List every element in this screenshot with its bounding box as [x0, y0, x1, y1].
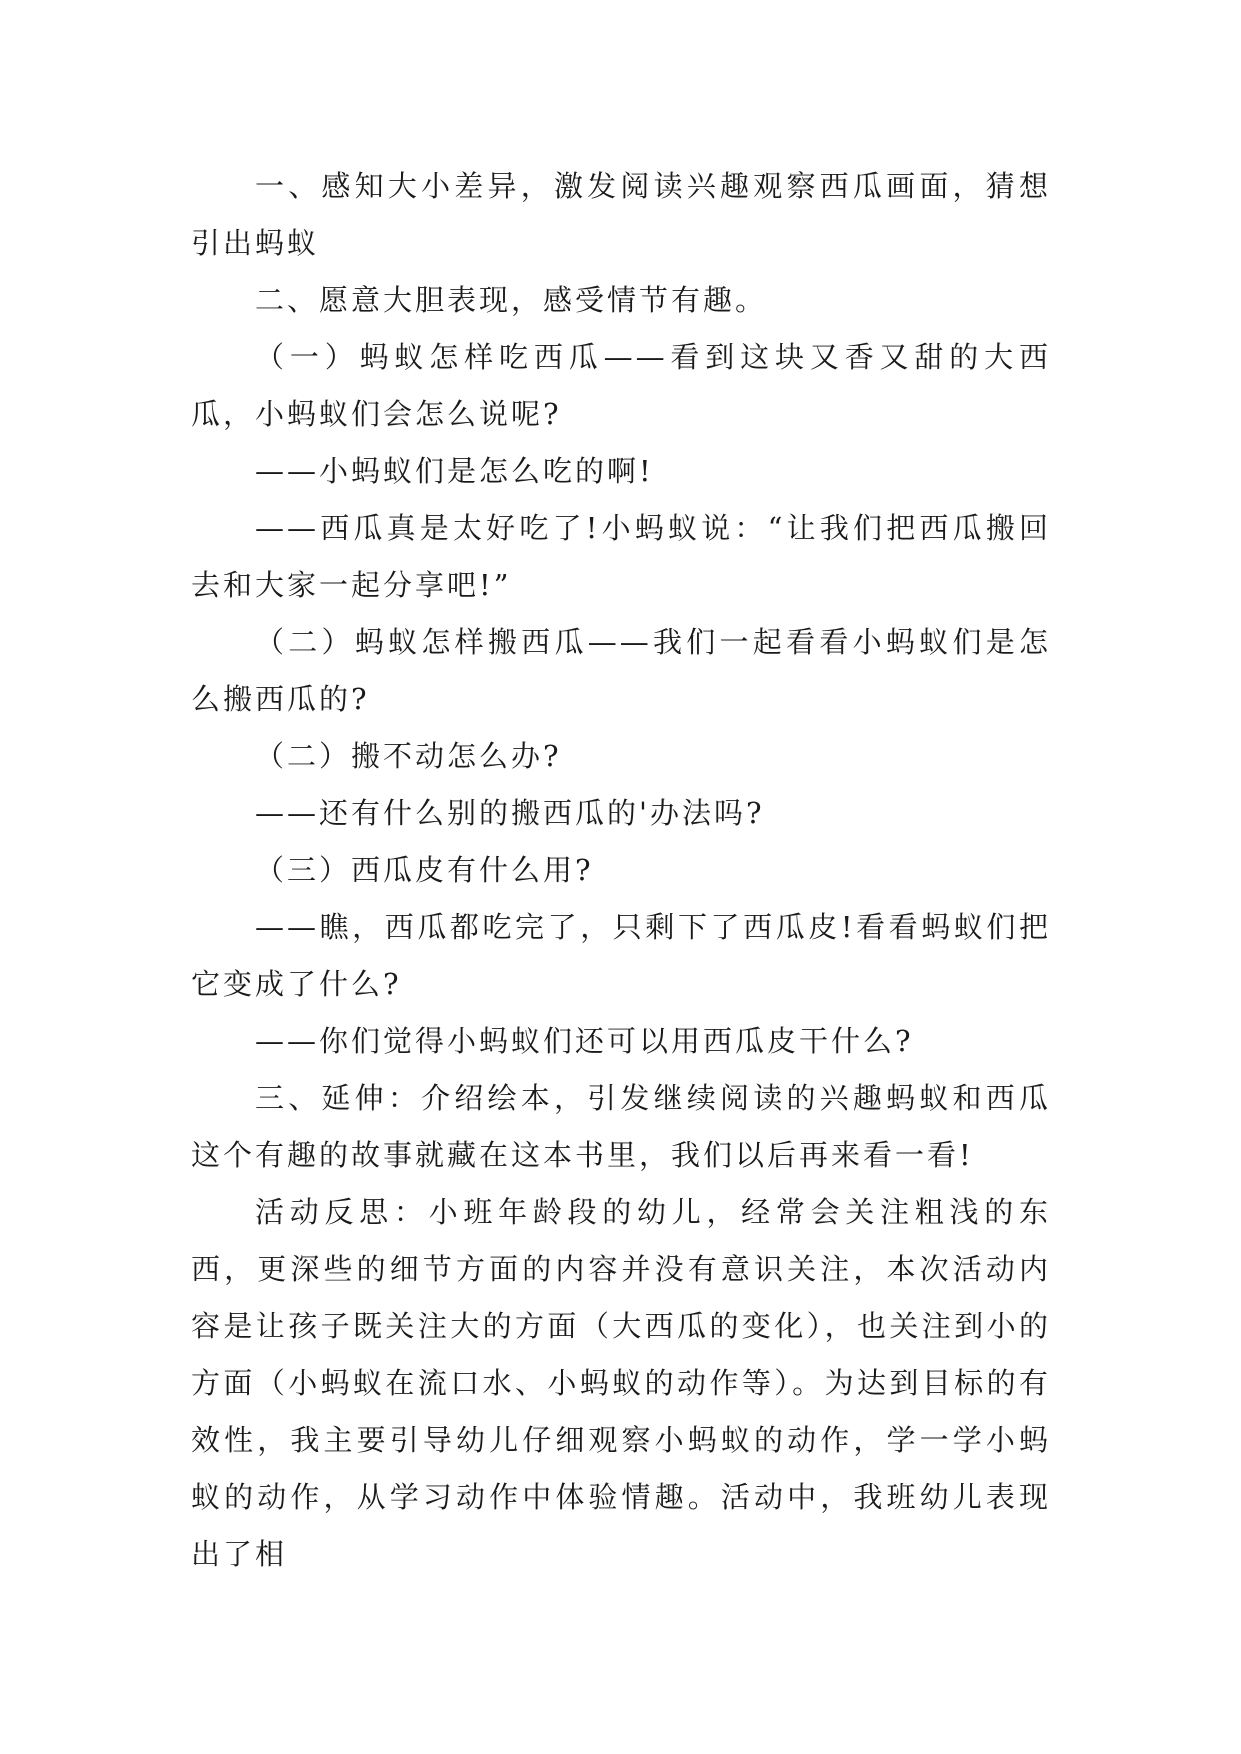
paragraph-rind-transform: ——瞧，西瓜都吃完了，只剩下了西瓜皮!看看蚂蚁们把它变成了什么? — [191, 910, 1051, 1001]
paragraph-rind-use: （三）西瓜皮有什么用? — [255, 853, 594, 887]
paragraph-dialogue-eat: ——小蚂蚁们是怎么吃的啊! — [255, 454, 654, 488]
paragraph-how-ants-eat: （一）蚂蚁怎样吃西瓜——看到这块又香又甜的大西瓜，小蚂蚁们会怎么说呢? — [191, 340, 1051, 431]
paragraph-how-ants-carry: （二）蚂蚁怎样搬西瓜——我们一起看看小蚂蚁们是怎么搬西瓜的? — [191, 625, 1051, 716]
paragraph-other-methods: ——还有什么别的搬西瓜的'办法吗? — [255, 796, 765, 830]
paragraph-cannot-move: （二）搬不动怎么办? — [255, 739, 562, 773]
paragraph-section-one: 一、感知大小差异，激发阅读兴趣观察西瓜画面，猜想引出蚂蚁 — [191, 169, 1051, 260]
paragraph-dialogue-share: ——西瓜真是太好吃了!小蚂蚁说：“让我们把西瓜搬回去和大家一起分享吧!” — [191, 511, 1051, 602]
paragraph-section-two: 二、愿意大胆表现，感受情节有趣。 — [255, 283, 768, 317]
paragraph-reflection: 活动反思：小班年龄段的幼儿，经常会关注粗浅的东西，更深些的细节方面的内容并没有意识关注，本次活动内容是让孩子既关注大的方面（大西瓜的变化），也关注到小的方面（小蚂蚁在流口水、小蚂蚁的动作等）。为达到目标的有效性，我主要引导幼儿仔细观察小蚂蚁的动作，学一学小蚂蚁的动作，从学习动作中体验情趣。活动中，我班幼儿表现出了相 — [191, 1195, 1051, 1571]
paragraph-section-three: 三、延伸：介绍绘本，引发继续阅读的兴趣蚂蚁和西瓜这个有趣的故事就藏在这本书里，我们以后再来看一看! — [191, 1081, 1051, 1172]
paragraph-rind-ideas: ——你们觉得小蚂蚁们还可以用西瓜皮干什么? — [255, 1024, 914, 1058]
document-body — [191, 158, 1051, 1583]
